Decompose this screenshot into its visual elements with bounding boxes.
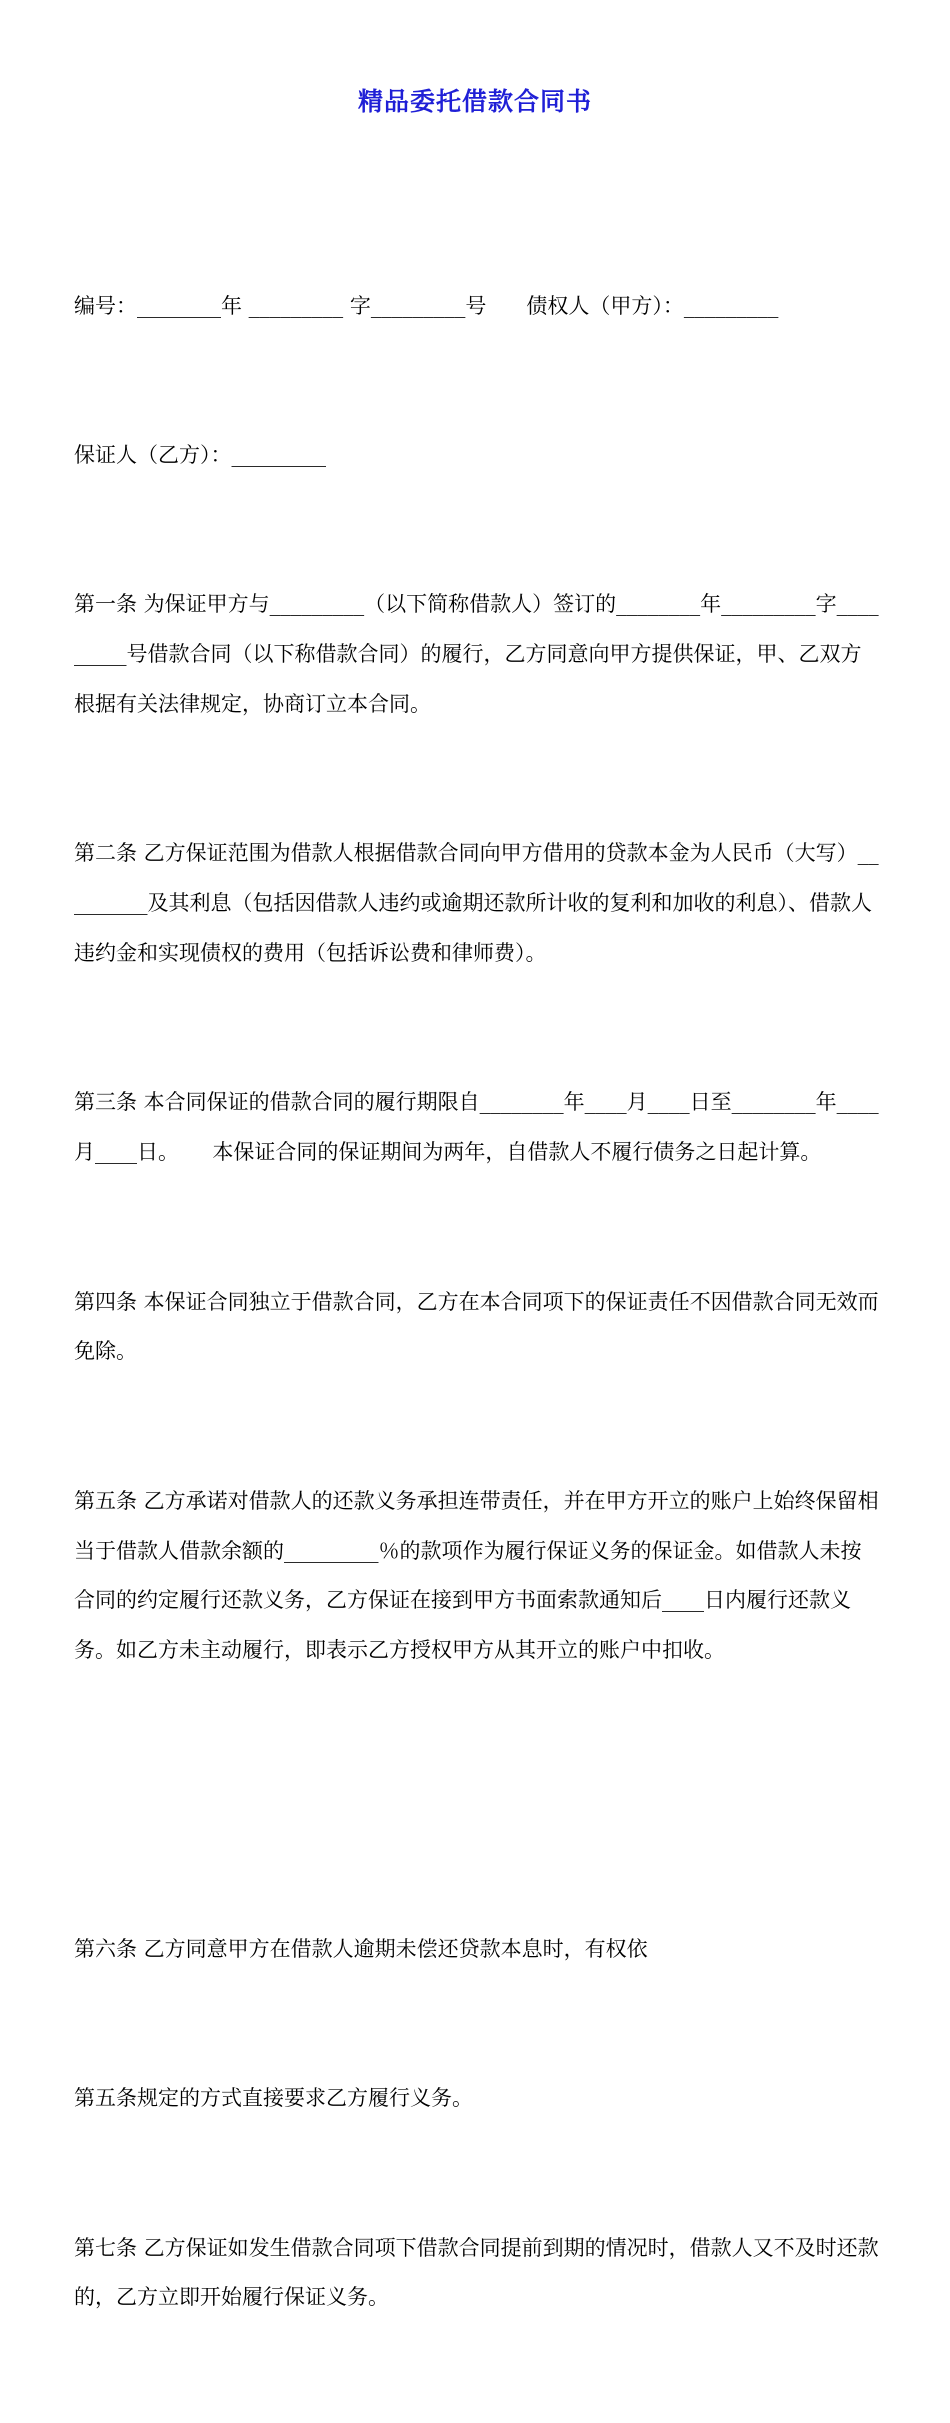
article-6-line-2: 第五条规定的方式直接要求乙方履行义务。 (74, 2086, 473, 2111)
article-5: 第五条 乙方承诺对借款人的还款义务承担连带责任，并在甲方开立的账户上始终保留相当于借款人借款余额的_________％的款项作为履行保证义务的保证金。如借款人未按合同的约定履行还款义务，乙方保证在接到甲方书面索款通知后____日内履行还款义务。如乙方未主动履行，即表示乙方授权甲方从其开立的账户中扣收。 (74, 1488, 879, 1663)
article-6-line-1: 第六条 乙方同意甲方在借款人逾期未偿还贷款本息时，有权依 (74, 1936, 648, 1961)
document-title: 精品委托借款合同书 (357, 87, 592, 116)
document-body (74, 182, 880, 2423)
article-1: 第一条 为保证甲方与_________（以下简称借款人）签订的________年_________字_________号借款合同（以下称借款合同）的履行，乙方同意向甲方提供保证，甲、乙双方根据有关法律规定，协商订立本合同。 (74, 592, 879, 716)
contract-number-line: 编号：________年 _________ 字_________号 债权人（甲方）：_________ (74, 293, 779, 318)
blank-line (74, 1776, 880, 1826)
guarantor-line: 保证人（乙方）：_________ (74, 442, 326, 467)
article-2: 第二条 乙方保证范围为借款人根据借款合同向甲方借用的贷款本金为人民币（大写）_________及其利息（包括因借款人违约或逾期还款所计收的复利和加收的利息）、借款人违约金和实现债权的费用（包括诉讼费和律师费）。 (74, 841, 879, 965)
article-7: 第七条 乙方保证如发生借款合同项下借款合同提前到期的情况时，借款人又不及时还款的，乙方立即开始履行保证义务。 (74, 2235, 879, 2310)
article-4: 第四条 本保证合同独立于借款合同，乙方在本合同项下的保证责任不因借款合同无效而免除。 (74, 1289, 879, 1364)
article-3: 第三条 本合同保证的借款合同的履行期限自________年____月____日至________年____月____日。 本保证合同的保证期间为两年，自借款人不履行债务之日起计算。 (74, 1090, 879, 1165)
